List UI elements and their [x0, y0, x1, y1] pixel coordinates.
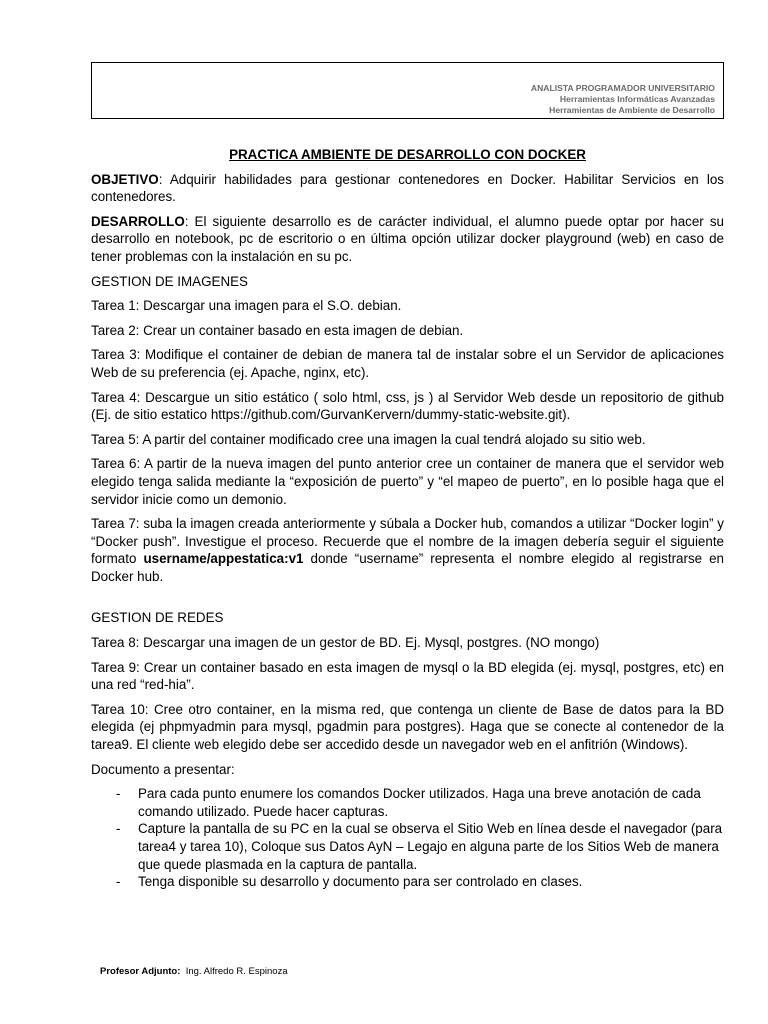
documento-label: Documento a presentar: [91, 761, 235, 777]
tarea-1: Tarea 1: Descargar una imagen para el S.O. debian. [91, 298, 402, 314]
tarea-10: Tarea 10: Cree otro container, en la misma red, que contenga un cliente de Base de datos para la BD elegida (ej phpmyadmin para mysql, pgadmin para postgres). Haga que se conecte al contenedor de la tarea9. El cliente web elegido debe ser accedido desde un navegador web en el anfitrión (Windows). [91, 701, 724, 753]
tarea-7 [91, 515, 724, 585]
header-line-3: Herramientas de Ambiente de Desarrollo [549, 105, 715, 115]
footer-name: Ing. Alfredo R. Espinoza [185, 966, 288, 977]
tarea-8: Tarea 8: Descargar una imagen de un gestor de BD. Ej. Mysql, postgres. (NO mongo) [91, 635, 600, 651]
list-item: - Para cada punto enumere los comandos Docker utilizados. Haga una breve anotación de cada comando utilizado. Puede hacer capturas. [91, 785, 724, 820]
spacer [91, 592, 724, 609]
section-heading-imagenes: GESTION DE IMAGENES [91, 273, 248, 289]
header-line-1: ANALISTA PROGRAMADOR UNIVERSITARIO [530, 83, 715, 93]
tarea-9: Tarea 9: Crear un container basado en esta imagen de mysql o la BD elegida (ej. mysql, postgres, etc) en una red “red-hia”. [91, 659, 724, 693]
header-box [91, 62, 724, 119]
tarea-2: Tarea 2: Crear un container basado en esta imagen de debian. [91, 322, 464, 338]
desarrollo-text: : El siguiente desarrollo es de carácter individual, el alumno puede optar por hacer su desarrollo en notebook, pc de escritorio o en última opción utilizar docker playground (web) en caso de tener problemas con la instalación en su pc. [91, 213, 724, 264]
desarrollo-label: DESARROLLO [91, 213, 185, 229]
objetivo-text: : Adquirir habilidades para gestionar contenedores en Docker. Habilitar Servicios en los contenedores. [91, 171, 724, 205]
tarea-7-format: username/appestatica:v1 [143, 551, 304, 567]
document-body [91, 146, 724, 891]
desarrollo-paragraph [91, 213, 724, 266]
objetivo-label: OBJETIVO [91, 171, 159, 187]
tarea-4: Tarea 4: Descargue un sitio estático ( solo html, css, js ) al Servidor Web desde un repositorio de github (Ej. de sitio estatico https://github.com/GurvanKervern/dummy-static-website.git). [91, 389, 724, 423]
header-lines [531, 83, 715, 116]
tarea-6: Tarea 6: A partir de la nueva imagen del punto anterior cree un container de manera que el servidor web elegido tenga salida mediante la “exposición de puerto” y “el mapeo de puerto”, en lo posible haga que el servidor inicie como un demonio. [91, 456, 724, 507]
footer-label: Profesor Adjunto: [100, 966, 181, 977]
list-item: - Capture la pantalla de su PC en la cual se observa el Sitio Web en línea desde el navegador (para tarea4 y tarea 10), Coloque sus Datos AyN – Legajo en alguna parte de los Sitios Web de manera que quede plasmada en la captura de pantalla. [91, 820, 724, 873]
tarea-7-text-a: Tarea 7: suba la imagen creada anteriormente y súbala a Docker hub, comandos a utilizar “Docker login” y “Docker push”. Investigue el proceso. Recuerde que el nombre de la imagen debería seguir el siguiente formato [91, 516, 724, 567]
deliverables-list [91, 785, 724, 891]
footer [100, 966, 288, 977]
header-line-2: Herramientas Informáticas Avanzadas [559, 94, 715, 104]
tarea-3: Tarea 3: Modifique el container de debian de manera tal de instalar sobre el un Servidor de aplicaciones Web de su preferencia (ej. Apache, nginx, etc). [91, 347, 724, 380]
tarea-5: Tarea 5: A partir del container modificado cree una imagen la cual tendrá alojado su sitio web. [91, 431, 646, 447]
tarea-7-text-b: donde “username” representa el nombre elegido al registrarse en Docker hub. [91, 551, 725, 584]
objetivo-paragraph [91, 171, 724, 206]
list-item: - Tenga disponible su desarrollo y documento para ser controlado en clases. [91, 873, 724, 891]
section-heading-redes: GESTION DE REDES [91, 610, 224, 626]
document-title: PRACTICA AMBIENTE DE DESARROLLO CON DOCKER [229, 147, 586, 162]
